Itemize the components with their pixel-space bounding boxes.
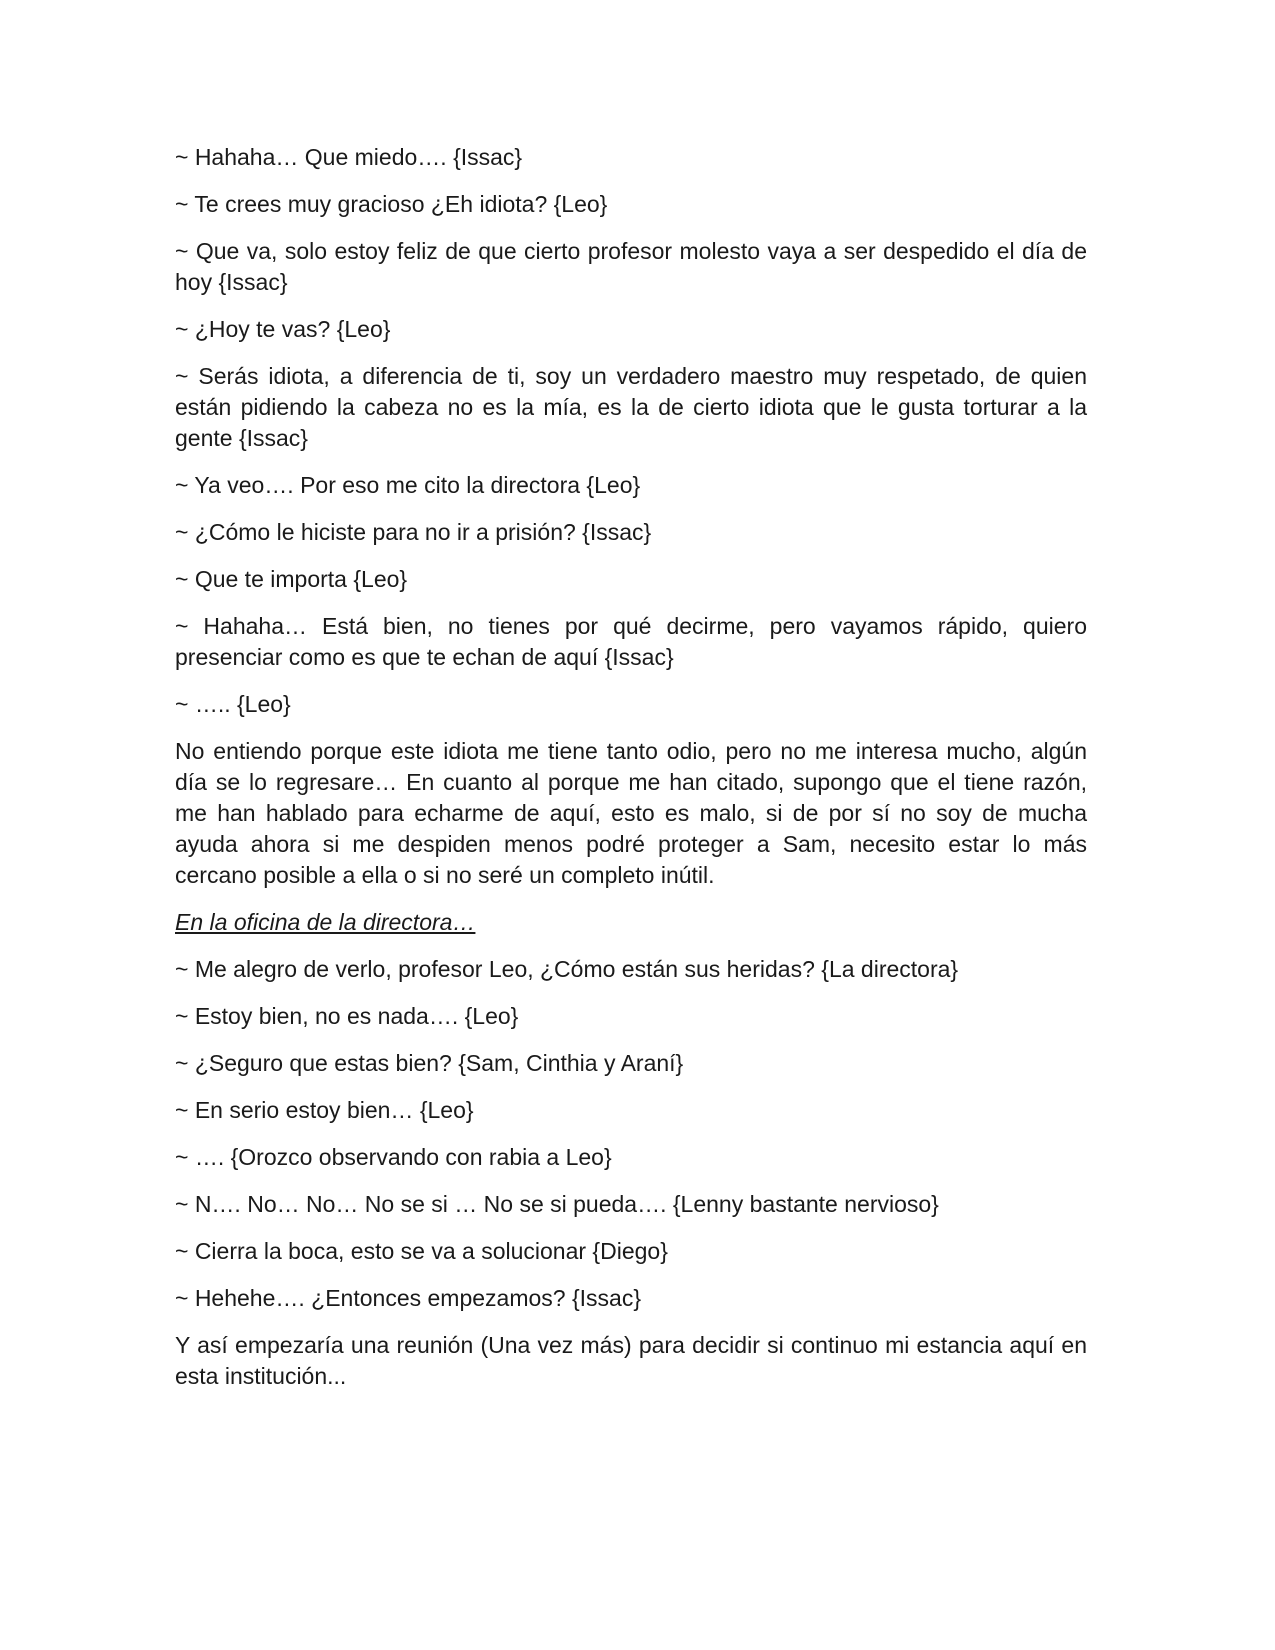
- dialogue-line: ~ Cierra la boca, esto se va a solucionar {Diego}: [175, 1238, 668, 1264]
- dialogue-line: ~ Que va, solo estoy feliz de que cierto profesor molesto vaya a ser despedido el día de hoy {Issac}: [175, 238, 1087, 295]
- dialogue-line: ~ ¿Cómo le hiciste para no ir a prisión? {Issac}: [175, 519, 652, 545]
- dialogue-line: ~ Que te importa {Leo}: [175, 566, 408, 592]
- dialogue-line: ~ Serás idiota, a diferencia de ti, soy un verdadero maestro muy respetado, de quien están pidiendo la cabeza no es la mía, es la de cierto idiota que le gusta torturar a la gente {Issac}: [175, 363, 1087, 451]
- dialogue-line: ~ Ya veo…. Por eso me cito la directora {Leo}: [175, 472, 641, 498]
- dialogue-line: ~ ….. {Leo}: [175, 691, 291, 717]
- dialogue-line: ~ Me alegro de verlo, profesor Leo, ¿Cómo están sus heridas? {La directora}: [175, 956, 959, 982]
- dialogue-line: ~ ¿Hoy te vas? {Leo}: [175, 316, 391, 342]
- dialogue-line: ~ …. {Orozco observando con rabia a Leo}: [175, 1144, 612, 1170]
- dialogue-line: ~ Hahaha… Está bien, no tienes por qué decirme, pero vayamos rápido, quiero presenciar como es que te echan de aquí {Issac}: [175, 613, 1087, 670]
- dialogue-line: ~ Hehehe…. ¿Entonces empezamos? {Issac}: [175, 1285, 642, 1311]
- dialogue-line: ~ En serio estoy bien… {Leo}: [175, 1097, 474, 1123]
- dialogue-line: ~ Hahaha… Que miedo…. {Issac}: [175, 144, 523, 170]
- narration-paragraph: Y así empezaría una reunión (Una vez más) para decidir si continuo mi estancia aquí en esta institución...: [175, 1332, 1087, 1389]
- document-body: [175, 142, 1087, 1408]
- dialogue-line: ~ Te crees muy gracioso ¿Eh idiota? {Leo}: [175, 191, 608, 217]
- dialogue-line: ~ Estoy bien, no es nada…. {Leo}: [175, 1003, 519, 1029]
- scene-heading: En la oficina de la directora…: [175, 909, 476, 935]
- narration-paragraph: No entiendo porque este idiota me tiene tanto odio, pero no me interesa mucho, algún día se lo regresare… En cuanto al porque me han citado, supongo que el tiene razón, me han hablado para echarme de aquí, esto es malo, si de por sí no soy de mucha ayuda ahora si me despiden menos podré proteger a Sam, necesito estar lo más cercano posible a ella o si no seré un completo inútil.: [175, 738, 1087, 888]
- dialogue-line: ~ N…. No… No… No se si … No se si pueda…. {Lenny bastante nervioso}: [175, 1191, 939, 1217]
- dialogue-line: ~ ¿Seguro que estas bien? {Sam, Cinthia y Araní}: [175, 1050, 684, 1076]
